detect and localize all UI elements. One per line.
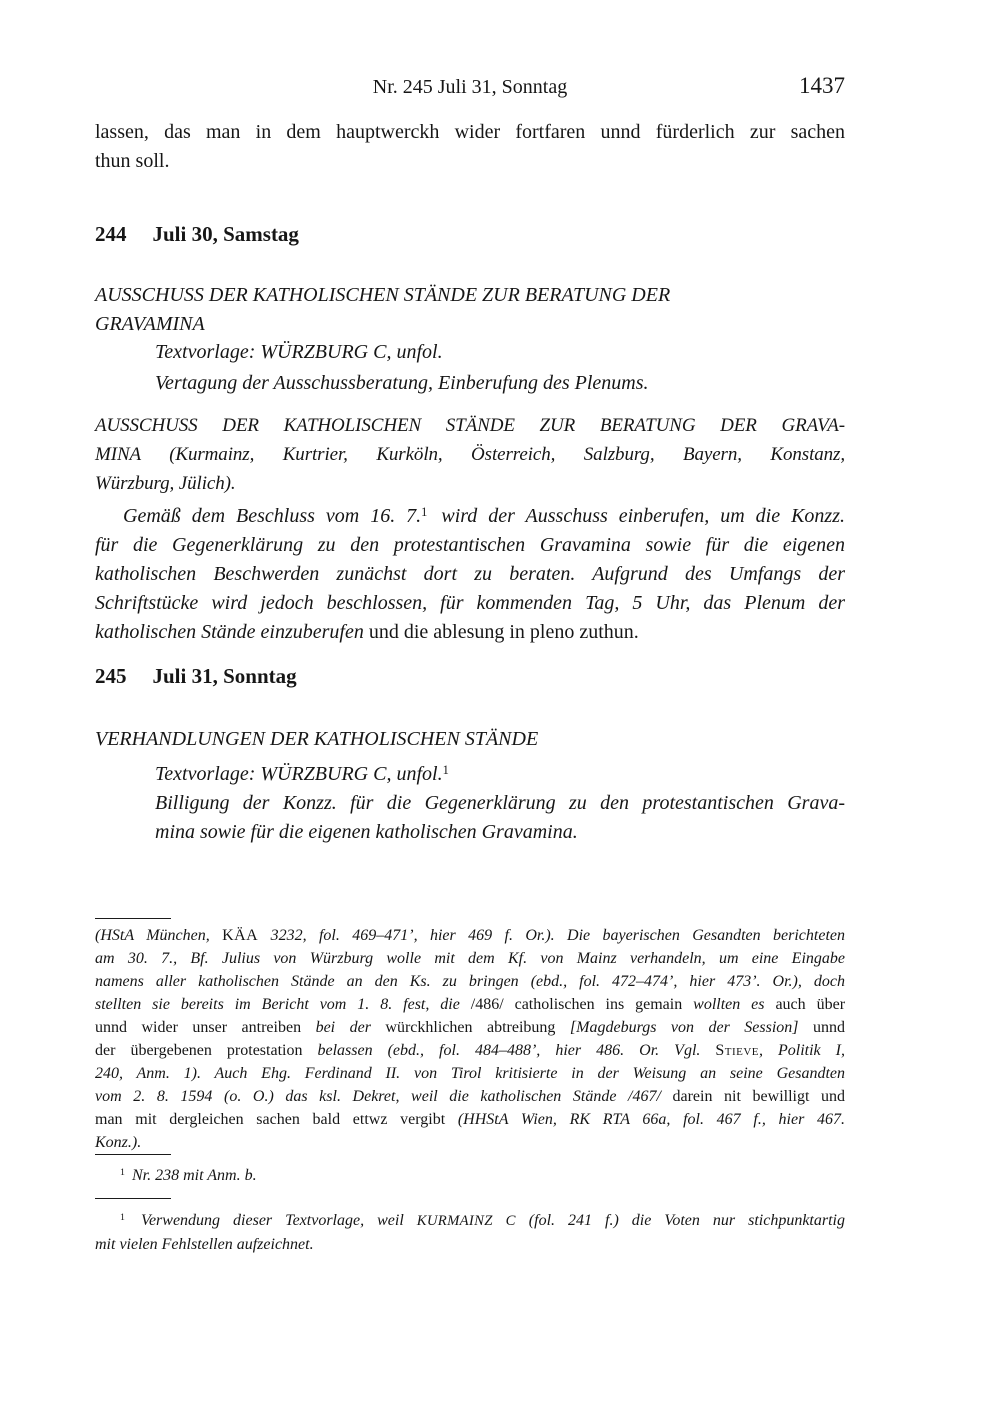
- text-segment: unnd wider unser antreiben: [95, 1019, 316, 1036]
- text-segment: der übergebenen protestation: [95, 1042, 318, 1059]
- text-segment: darein nit bewilligt und: [672, 1088, 846, 1105]
- entry-245-number: 245: [95, 664, 127, 688]
- text-segment: Textvorlage: WÜRZBURG C, unfol.: [155, 763, 443, 786]
- footnote-separator-3: [95, 1198, 171, 1199]
- page-number: 1437: [799, 73, 845, 98]
- footnote-245-1: [95, 1206, 845, 1256]
- text-line: [155, 369, 845, 398]
- text-line: [95, 498, 845, 531]
- text-segment: 3232, fol. 469–471’, hier 469 f. Or.). Die bayerischen Gesandten berichteten: [258, 927, 846, 944]
- carryover-paragraph: [95, 118, 845, 176]
- entry-245-caption: [95, 725, 845, 754]
- text-line: [95, 589, 845, 618]
- text-line: [95, 147, 845, 176]
- text-line: [155, 789, 845, 818]
- text-line: [95, 281, 845, 310]
- text-segment: und die ablesung in pleno zuthun.: [363, 621, 639, 644]
- text-segment: Textvorlage: WÜRZBURG C, unfol.: [155, 341, 443, 363]
- text-line: [95, 947, 845, 970]
- text-line: [155, 818, 845, 847]
- text-line: [95, 469, 845, 498]
- entry-244-caption: [95, 281, 845, 339]
- text-line: [155, 338, 845, 367]
- text-line: [95, 725, 845, 754]
- text-line: [95, 1062, 845, 1085]
- text-line: [95, 1161, 845, 1187]
- text-segment: (HHStA Wien, RK RTA 66a, fol. 467 f., hier 467.: [457, 1111, 845, 1128]
- text-segment: am 30. 7., Bf. Julius von Würzburg wolle mit dem Kf. von Mainz verhandeln, um eine Eingabe: [95, 950, 845, 967]
- text-segment: stellten sie bereits im Bericht vom 1. 8. fest, die: [95, 996, 471, 1013]
- text-segment: VERHANDLUNGEN DER KATHOLISCHEN STÄNDE: [95, 728, 539, 750]
- text-segment: katholischen Beschwerden zunächst dort zu beraten. Aufgrund des Umfangs der: [95, 563, 845, 586]
- text-line: [95, 118, 845, 147]
- text-line: [95, 993, 845, 1016]
- running-title: Nr. 245 Juli 31, Sonntag: [372, 76, 568, 98]
- text-segment: 1: [421, 505, 428, 519]
- text-column: [95, 0, 845, 1418]
- text-segment: AUSSCHUSS DER KATHOLISCHEN STÄNDE ZUR BERATUNG DER GRAVA-: [95, 415, 845, 436]
- text-line: [95, 411, 845, 440]
- text-segment: thun soll.: [95, 150, 170, 172]
- text-segment: würckhlichen abtreibung: [385, 1019, 570, 1036]
- text-segment: auch über: [775, 996, 846, 1013]
- text-segment: Konz.).: [95, 1134, 142, 1151]
- entry-245-regest: [95, 789, 845, 847]
- entry-244-date: Juli 30, Samstag: [152, 222, 299, 246]
- text-segment: 1: [120, 1167, 125, 1178]
- text-line: [95, 1016, 845, 1039]
- text-segment: für die Gegenerklärung zu den protestantischen Gravamina sowie für die eigenen: [95, 534, 845, 557]
- text-line: [95, 1131, 845, 1154]
- text-line: [95, 1206, 845, 1233]
- text-line: [95, 618, 845, 647]
- text-segment: Würzburg, Jülich).: [95, 473, 236, 494]
- page-header: [95, 73, 845, 99]
- entry-244-committee-heading: [95, 411, 845, 498]
- text-line: [95, 970, 845, 993]
- footnote-separator-1: [95, 918, 171, 919]
- entry-244-heading: [95, 222, 845, 247]
- text-segment: wird der Ausschuss einberufen, um die Konzz.: [430, 505, 845, 528]
- text-segment: 240, Anm. 1). Auch Ehg. Ferdinand II. von Tirol kritisierte in der Weisung an seine Gesandten: [95, 1065, 845, 1082]
- text-segment: man mit dergleichen sachen bald ettwz vergibt: [95, 1111, 458, 1128]
- text-segment: 1: [442, 763, 449, 777]
- text-segment: mina sowie für die eigenen katholischen Gravamina.: [155, 821, 578, 843]
- text-line: [95, 1233, 845, 1256]
- text-line: [95, 560, 845, 589]
- entry-245-textvorlage: [95, 756, 845, 789]
- text-line: [95, 1085, 845, 1108]
- footnote-244-1: [95, 1161, 845, 1187]
- text-line: [95, 440, 845, 469]
- text-segment: AUSSCHUSS DER KATHOLISCHEN STÄNDE ZUR BERATUNG DER: [95, 284, 671, 306]
- text-segment: 1: [120, 1212, 125, 1223]
- entry-245-date: Juli 31, Sonntag: [152, 664, 297, 688]
- text-segment: Nr. 238 mit Anm. b.: [127, 1166, 257, 1184]
- entry-244-number: 244: [95, 222, 127, 246]
- text-segment: vom 2. 8. 1594 (o. O.) das ksl. Dekret, weil die katholischen Stände /467/: [95, 1088, 673, 1105]
- text-segment: mit vielen Fehlstellen aufzeichnet.: [95, 1235, 314, 1253]
- text-line: [95, 1108, 845, 1131]
- text-segment: , Politik I,: [758, 1042, 845, 1059]
- entry-244-regest: [95, 369, 845, 398]
- text-segment: bei der: [315, 1019, 386, 1036]
- text-line: [95, 310, 845, 339]
- text-segment: Vertagung der Ausschussberatung, Einberufung des Plenums.: [155, 372, 649, 394]
- footnote-separator-2: [95, 1154, 171, 1155]
- text-segment: (HStA München,: [95, 927, 223, 944]
- text-segment: Schriftstücke wird jedoch beschlossen, für kommenden Tag, 5 Uhr, das Plenum der: [95, 592, 845, 615]
- text-segment: MINA (Kurmainz, Kurtrier, Kurköln, Österreich, Salzburg, Bayern, Konstanz,: [95, 444, 845, 465]
- text-segment: KÄA: [222, 927, 259, 944]
- text-segment: Stieve: [715, 1042, 759, 1059]
- text-segment: wollten es: [693, 996, 776, 1013]
- text-segment: Gemäß dem Beschluss vom 16. 7.: [123, 505, 422, 528]
- text-segment: namens aller katholischen Stände an den Ks. zu bringen (ebd., fol. 472–474’, hier 473’. Or.), doch: [95, 973, 845, 990]
- text-segment: Billigung der Konzz. für die Gegenerklärung zu den protestantischen Grava-: [155, 792, 845, 814]
- footnote-apparatus: [95, 924, 845, 1154]
- text-line: [95, 924, 845, 947]
- text-line: [95, 1039, 845, 1062]
- text-segment: /486/ catholischen ins gemain: [470, 996, 694, 1013]
- text-segment: (fol. 241 f.) die Voten nur stichpunktartig: [515, 1211, 845, 1229]
- text-segment: lassen, das man in dem hauptwerckh wider fortfaren unnd fürderlich zur sachen: [95, 121, 845, 143]
- text-line: [95, 531, 845, 560]
- text-segment: Verwendung dieser Textvorlage, weil: [127, 1211, 417, 1229]
- text-segment: GRAVAMINA: [95, 313, 205, 335]
- text-segment: katholischen Stände einzuberufen: [95, 621, 364, 644]
- entry-244-summary: [95, 498, 845, 647]
- text-segment: unnd: [813, 1019, 846, 1036]
- text-segment: belassen (ebd., fol. 484–488’, hier 486. Or. Vgl.: [317, 1042, 716, 1059]
- text-segment: [Magdeburgs von der Session]: [569, 1019, 814, 1036]
- entry-245-heading: [95, 664, 845, 689]
- text-segment: KURMAINZ C: [416, 1212, 516, 1229]
- entry-244-textvorlage: [95, 338, 845, 367]
- text-line: [155, 756, 845, 789]
